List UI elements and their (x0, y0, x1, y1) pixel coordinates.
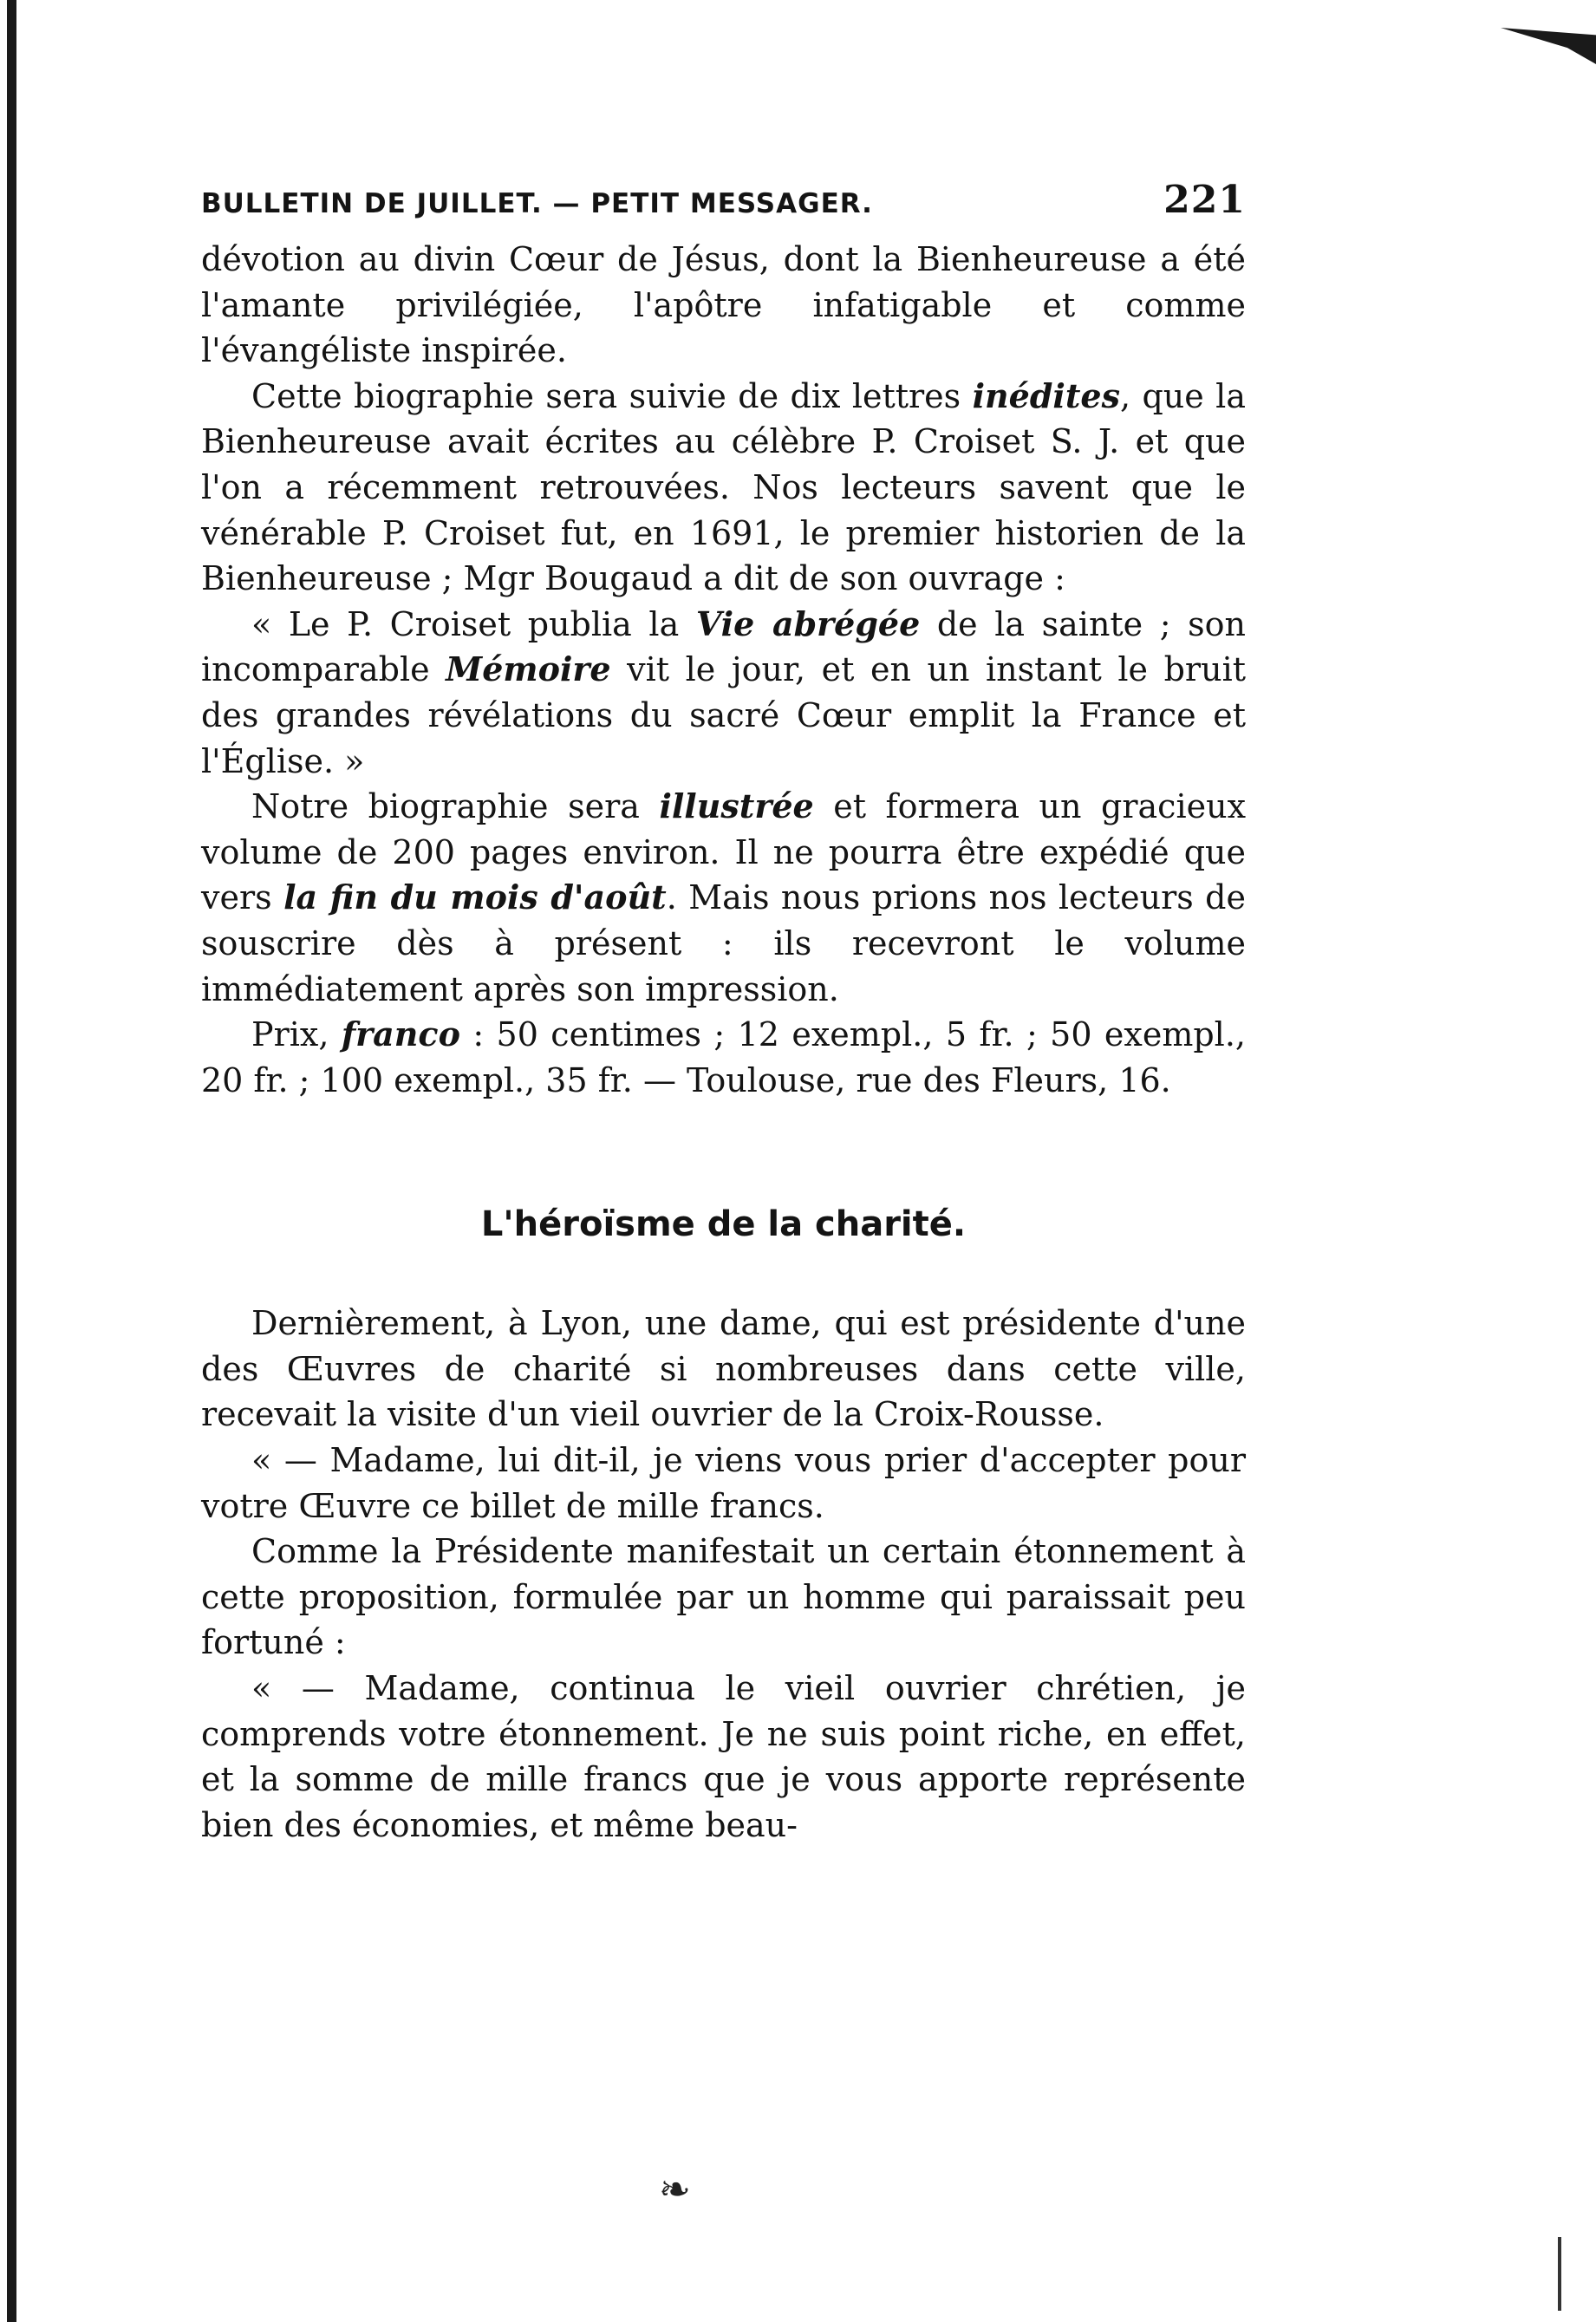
ornament-icon: ❧ (659, 2168, 691, 2212)
quotation: « Le P. Croiset publia la Vie abrégée de la sainte ; son incomparable Mémoire vit le jour, et en un instant le bruit des grandes révélations du sacré Cœur emplit la France et l'Église. » (201, 603, 1246, 780)
paragraph: Dernièrement, à Lyon, une dame, qui est présidente d'une des Œuvres de charité si nombreuses dans cette ville, recevait la visite d'un vieil ouvrier de la Croix-Rousse. (201, 1304, 1246, 1434)
article-body (201, 1301, 1246, 1848)
paragraph: « — Madame, lui dit-il, je viens vous prier d'accepter pour votre Œuvre ce billet de mille francs. (201, 1441, 1246, 1525)
scan-mark-top-right (1501, 28, 1596, 64)
paragraph: Cette biographie sera suivie de dix lettres inédites, que la Bienheureuse avait écrites au célèbre P. Croiset S. J. et que l'on a récemment retrouvées. Nos lecteurs savent que le vénérable P. Croiset fut, en 1691, le premier historien de la Bienheureuse ; Mgr Bougaud a dit de son ouvrage : (201, 375, 1246, 598)
paragraph: dévotion au divin Cœur de Jésus, dont la Bienheureuse a été l'amante privilégiée, l'apôtre infatigable et comme l'évangéliste inspirée. (201, 240, 1246, 370)
paragraph: Notre biographie sera illustrée et formera un gracieux volume de 200 pages environ. Il ne pourra être expédié que vers la fin du mois d'août. Mais nous prions nos lecteurs de souscrire dès à présent : ils recevront le volume immédiatement après son impression. (201, 786, 1247, 1008)
section-title: L'héroïsme de la charité. (480, 1204, 967, 1245)
page (201, 178, 1246, 1848)
price-paragraph: Prix, franco : 50 centimes ; 12 exempl., 5 fr. ; 50 exempl., 20 fr. ; 100 exempl., 35 fr. — Toulouse, rue des Fleurs, 16. (201, 1014, 1246, 1099)
scan-edge-left (7, 0, 16, 2322)
paragraph: « — Madame, continua le vieil ouvrier chrétien, je comprends votre étonnement. Je ne suis point riche, en effet, et la somme de mille francs que je vous apporte représente bien des économies, et même beau- (201, 1669, 1246, 1844)
article-continuation (201, 237, 1246, 1103)
paragraph: Comme la Présidente manifestait un certain étonnement à cette proposition, formulée par un homme qui paraissait peu fortuné : (201, 1532, 1246, 1662)
scan-mark-bottom-right (1558, 2237, 1561, 2311)
page-number: 221 (1163, 178, 1246, 222)
running-header (201, 178, 1246, 230)
running-title: BULLETIN DE JUILLET. — PETIT MESSAGER. (201, 188, 873, 219)
